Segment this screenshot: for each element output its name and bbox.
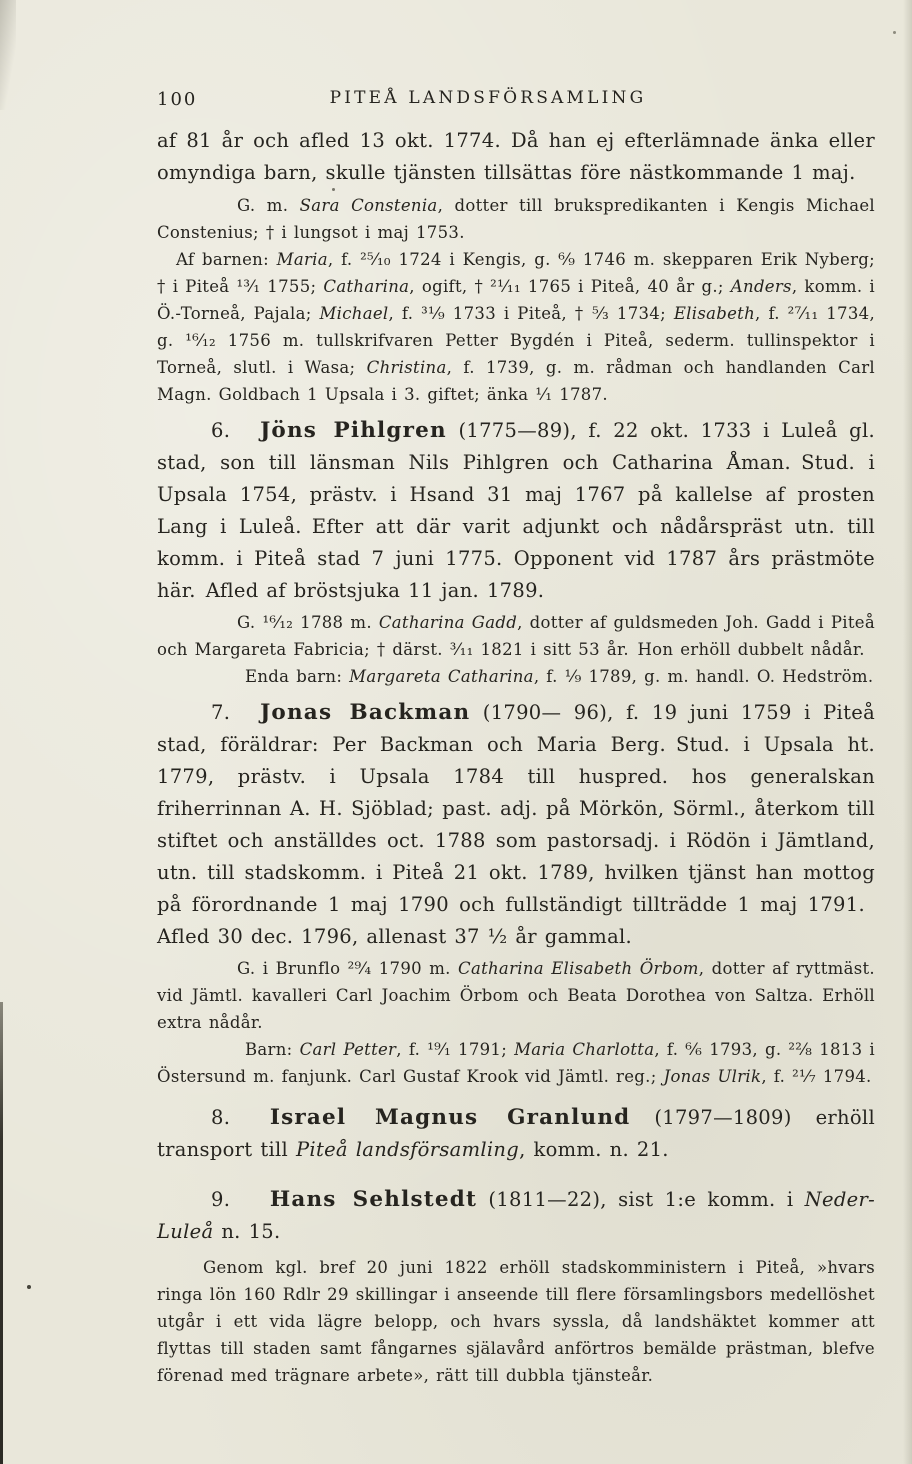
scan-corner-shadow	[0, 0, 16, 110]
body-text: , f. 1739, g. m. rådman och handlanden Carl Magn. Goldbach 1 Upsala i 3. giftet; änka ¹⁄₁ 1787.	[157, 358, 875, 404]
person-name-bold: Jöns Pihlgren	[260, 418, 447, 443]
body-text: 9.	[211, 1188, 270, 1211]
name-italic: Anders	[730, 277, 792, 296]
body-text: Af barnen:	[176, 250, 277, 269]
entry-6-pihlgren	[157, 415, 875, 607]
body-text: , komm. i Ö.-Torneå, Pajala;	[157, 277, 876, 323]
body-text: , f. ²⁷⁄₁₁ 1734, g. ¹⁶⁄₁₂ 1756 m. tullskrifvaren Petter Bygdén i Piteå, sederm. tullinspektor i Torneå, slutl. i Wasa;	[157, 304, 875, 377]
body-text: , ogift, † ²¹⁄₁₁ 1765 i Piteå, 40 år g.;	[409, 277, 731, 296]
entry-9-sehlstedt	[157, 1184, 875, 1248]
marriage-note-orbom	[157, 955, 875, 1036]
person-name-bold: Hans Sehlstedt	[269, 1187, 478, 1212]
continuation-paragraph	[157, 125, 875, 189]
body-text: 7.	[211, 701, 261, 724]
body-text: (1797—1809) erhöll transport till	[157, 1106, 876, 1161]
paper-speck	[27, 1285, 31, 1289]
children-note-constenius	[157, 246, 875, 408]
name-italic: Piteå landsförsamling	[295, 1138, 520, 1161]
body-text: 8.	[211, 1106, 270, 1129]
body-text: , f. ⁶⁄₆ 1793, g. ²²⁄₈ 1813 i Östersund m. fanjunk. Carl Gustaf Krook vid Jämtl. reg.;	[157, 1040, 875, 1086]
person-name-bold: Jonas Backman	[260, 700, 471, 725]
body-text: , f. ²¹⁄₇ 1794.	[761, 1067, 872, 1086]
name-italic: Catharina Elisabeth Örbom	[458, 959, 699, 978]
body-text: G. m.	[237, 196, 300, 215]
marriage-note-gadd	[157, 609, 875, 663]
body-text: , dotter till brukspredikanten i Kengis Michael Constenius; † i lungsot i maj 1753.	[157, 196, 875, 242]
text-block	[157, 88, 875, 1389]
body-text: n. 15.	[213, 1220, 281, 1243]
body-text: Genom kgl. bref 20 juni 1822 erhöll stadskomministern i Piteå, »hvars ringa lön 160 Rdlr 29 skillingar i anseende till flere församlingsbors medellöshet utgår i ett vida lägre belopp, och hvars syssla, då landshäktet kommer att flyttas till staden samt fångarnes själavård anförtros bemälde prästman, blefve förenad med trägnare arbete», rätt till dubbla tjänsteår.	[157, 1258, 875, 1385]
running-title: PITEÅ LANDSFÖRSAMLING	[329, 88, 647, 108]
name-italic: Elisabeth	[673, 304, 756, 323]
name-italic: Catharina Gadd	[378, 613, 518, 632]
entry-8-granlund	[157, 1102, 875, 1166]
name-italic: Michael	[319, 304, 389, 323]
person-name-bold: Israel Magnus Granlund	[269, 1105, 631, 1130]
body-text: , f. ²⁵⁄₁₀ 1724 i Kengis, g. ⁶⁄₉ 1746 m. skepparen Erik Nyberg; † i Piteå ¹³⁄₁ 1755;	[157, 250, 875, 296]
body-text: , f. ¹⁄₉ 1789, g. m. handl. O. Hedström.	[533, 667, 874, 686]
body-text: af 81 år och afled 13 okt. 1774. Då han ej efterlämnade änka eller omyndiga barn, skulle tjänsten tillsättas före nästkommande 1 maj.	[157, 129, 875, 184]
royal-letter-note	[157, 1254, 875, 1389]
name-italic: Jonas Ulrik	[663, 1067, 762, 1086]
scan-left-edge	[0, 1002, 3, 1464]
body-text: G. i Brunflo ²⁹⁄₄ 1790 m.	[237, 959, 459, 978]
body-text: Enda barn:	[245, 667, 350, 686]
body-text: (1790— 96), f. 19 juni 1759 i Piteå stad, föräldrar: Per Backman och Maria Berg. Stud. i Upsala ht. 1779, prästv. i Upsala 1784 till huspred. hos generalskan friherrinnan A. H. Sjöblad; past. adj. på Mörkön, Sörml., återkom till stiftet och anställdes oct. 1788 som pastorsadj. i Rödön i Jämtland, utn. till stadskomm. i Piteå 21 okt. 1789, hvilken tjänst han mottog på förordnande 1 maj 1790 och fullständigt tillträdde 1 maj 1791. Afled 30 dec. 1796, allenast 37 ¹⁄₂ år gammal.	[157, 701, 875, 948]
body-text: Barn:	[245, 1040, 300, 1059]
name-italic: Christina	[366, 358, 447, 377]
marriage-note-constenia	[157, 192, 875, 246]
entry-7-backman	[157, 697, 875, 953]
body-text: (1811—22), sist 1:e komm. i	[477, 1188, 805, 1211]
page-header	[157, 88, 875, 110]
children-note-backman	[157, 1036, 875, 1090]
body-text: 6.	[211, 419, 261, 442]
scan-right-edge	[903, 0, 912, 1464]
body-text: , f. ¹⁹⁄₁ 1791;	[396, 1040, 515, 1059]
body-text: , dotter af guldsmeden Joh. Gadd i Piteå och Margareta Fabricia; † därst. ³⁄₁₁ 1821 i sitt 53 år. Hon erhöll dubbelt nådår.	[157, 613, 875, 659]
body-text: G. ¹⁶⁄₁₂ 1788 m.	[237, 613, 379, 632]
name-italic: Sara Constenia	[299, 196, 438, 215]
body-text: , komm. n. 21.	[519, 1138, 669, 1161]
body-text: (1775—89), f. 22 okt. 1733 i Luleå gl. stad, son till länsman Nils Pihlgren och Catharina Åman. Stud. i Upsala 1754, prästv. i Hsand 31 maj 1767 på kallelse af prosten Lang i Luleå. Efter att där varit adjunkt och nådårspräst utn. till komm. i Piteå stad 7 juni 1775. Opponent vid 1787 års prästmöte här. Afled af bröstsjuka 11 jan. 1789.	[157, 419, 876, 602]
name-italic: Maria Charlotta	[514, 1040, 655, 1059]
body-text: , dotter af ryttmäst. vid Jämtl. kavalleri Carl Joachim Örbom och Beata Dorothea von Saltza. Erhöll extra nådår.	[157, 959, 875, 1032]
page-number: 100	[157, 89, 198, 110]
name-italic: Maria	[276, 250, 328, 269]
body-text: , f. ³¹⁄₉ 1733 i Piteå, † ⁵⁄₃ 1734;	[388, 304, 674, 323]
name-italic: Carl Petter	[299, 1040, 397, 1059]
name-italic: Catharina	[323, 277, 410, 296]
child-note-pihlgren	[157, 663, 875, 690]
name-italic: Neder-Luleå	[157, 1188, 875, 1243]
name-italic: Margareta Catharina	[349, 667, 534, 686]
paper-speck	[893, 31, 896, 34]
